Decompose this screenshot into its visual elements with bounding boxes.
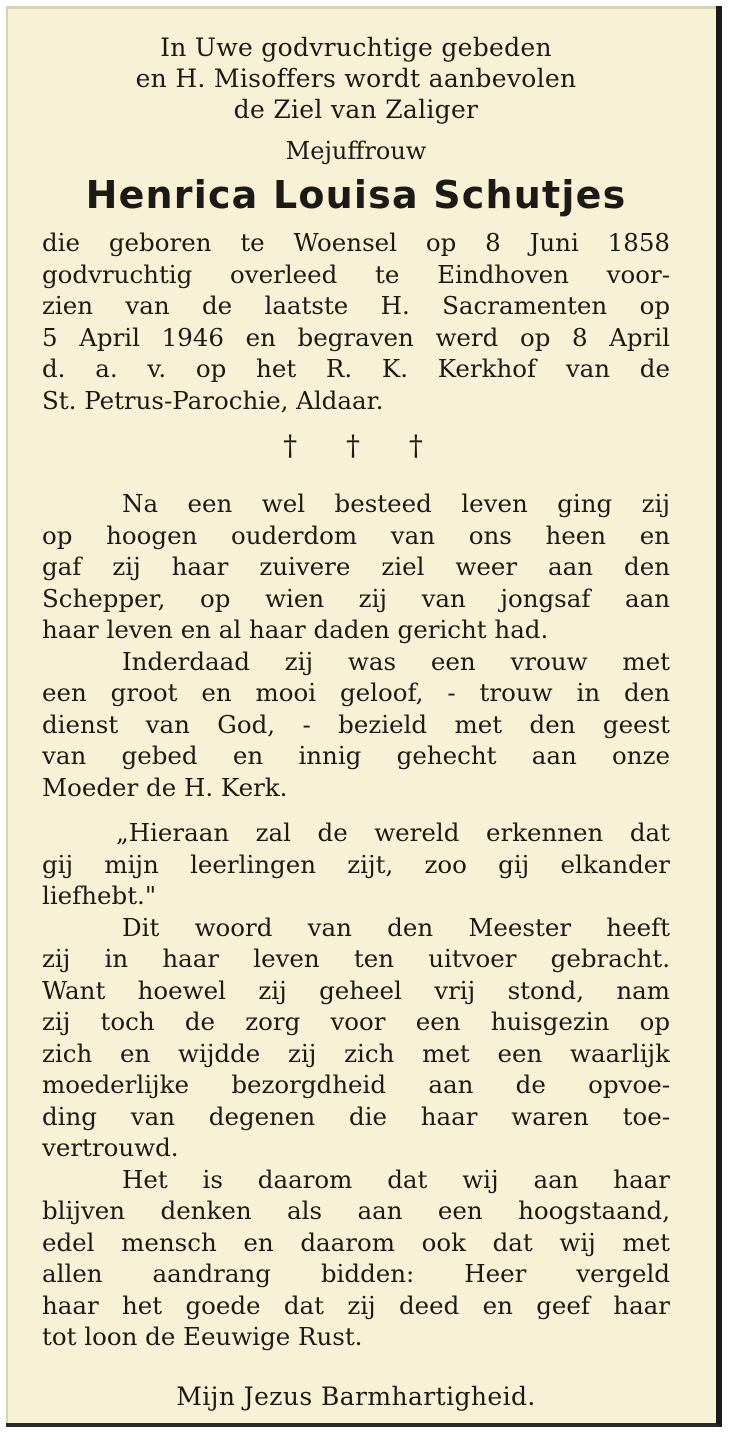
text-line: haar leven en al haar daden gericht had. bbox=[42, 615, 549, 644]
intro-line: en H. Misoffers wordt aanbevolen bbox=[135, 64, 577, 93]
text-line: een groot en mooi geloof, - trouw in den bbox=[42, 678, 670, 707]
text-line: Inderdaad zij was een vrouw met bbox=[122, 646, 670, 676]
text-line: dienst van God, - bezield met den geest bbox=[42, 709, 670, 739]
text-line: ding van degenen die haar waren toe- bbox=[42, 1101, 670, 1131]
cross-icon: † bbox=[346, 429, 366, 462]
paragraph-gap bbox=[42, 803, 670, 817]
text-line: haar het goede dat zij deed en geef haar bbox=[42, 1290, 670, 1320]
text-line: Want hoewel zij geheel vrij stond, nam bbox=[42, 975, 670, 1005]
card-top-edge bbox=[6, 6, 716, 9]
text-line: Moeder de H. Kerk. bbox=[42, 772, 288, 802]
paragraph-5 bbox=[42, 1164, 670, 1353]
text-line: allen aandrang bidden: Heer vergeld bbox=[42, 1259, 670, 1288]
text-line: blijven denken als aan een hoogstaand, bbox=[42, 1196, 670, 1225]
text-line: Dit woord van den Meester heeft bbox=[122, 912, 670, 942]
text-line: op hoogen ouderdom van ons heen en bbox=[42, 520, 670, 550]
text-line: Na een wel besteed leven ging zij bbox=[122, 489, 670, 518]
text-line: Het is daarom dat wij aan haar bbox=[122, 1164, 670, 1194]
intro-line: In Uwe godvruchtige gebeden bbox=[160, 33, 552, 62]
paragraph-2 bbox=[42, 646, 670, 804]
memorial-card bbox=[6, 6, 722, 1427]
intro-line: de Ziel van Zaliger bbox=[233, 95, 479, 124]
text-line: zij toch de zorg voor een huisgezin op bbox=[42, 1007, 670, 1036]
bio-line: godvruchtig overleed te Eindhoven voor- bbox=[42, 259, 670, 289]
bio-line: St. Petrus-Parochie, Aldaar. bbox=[42, 385, 384, 415]
cross-icon: † bbox=[408, 429, 429, 462]
text-line: zich en wijdde zij zich met een waarlijk bbox=[42, 1038, 670, 1068]
deceased-name: Henrica Louisa Schutjes bbox=[85, 173, 627, 217]
intro-block bbox=[42, 32, 670, 125]
text-line: tot loon de Eeuwige Rust. bbox=[42, 1322, 363, 1351]
card-text bbox=[42, 32, 670, 1413]
paragraph-4 bbox=[42, 912, 670, 1164]
text-line: liefhebt." bbox=[42, 881, 157, 910]
bio-block bbox=[42, 227, 670, 416]
bio-line: d. a. v. op het R. K. Kerkhof van de bbox=[42, 354, 670, 383]
honorific: Mejuffrouw bbox=[285, 137, 427, 165]
text-line: moederlijke bezorgdheid aan de opvoe- bbox=[42, 1070, 670, 1099]
text-line: gaf zij haar zuivere ziel weer aan den bbox=[42, 552, 670, 581]
text-line: gij mijn leerlingen zijt, zoo gij elkander bbox=[42, 849, 670, 879]
bio-line: zien van de laatste H. Sacramenten op bbox=[42, 291, 670, 320]
bio-line: die geboren te Woensel op 8 Juni 1858 bbox=[42, 228, 670, 257]
text-line: edel mensch en daarom ook dat wij met bbox=[42, 1227, 670, 1257]
paragraph-3 bbox=[42, 817, 670, 912]
text-line: van gebed en innig gehecht aan onze bbox=[42, 741, 670, 770]
text-line: Schepper, op wien zij van jongsaf aan bbox=[42, 583, 670, 613]
text-line: vertrouwd. bbox=[42, 1133, 179, 1162]
paragraph-1 bbox=[42, 488, 670, 646]
bio-line: 5 April 1946 en begraven werd op 8 April bbox=[42, 322, 670, 352]
text-line: zij in haar leven ten uitvoer gebracht. bbox=[42, 944, 670, 973]
card-left-edge bbox=[6, 6, 8, 1423]
crosses-ornament bbox=[42, 426, 670, 466]
closing-prayer: Mijn Jezus Barmhartigheid. bbox=[176, 1381, 536, 1411]
cross-icon: † bbox=[283, 429, 304, 462]
text-line: „Hieraan zal de wereld erkennen dat bbox=[116, 818, 670, 847]
